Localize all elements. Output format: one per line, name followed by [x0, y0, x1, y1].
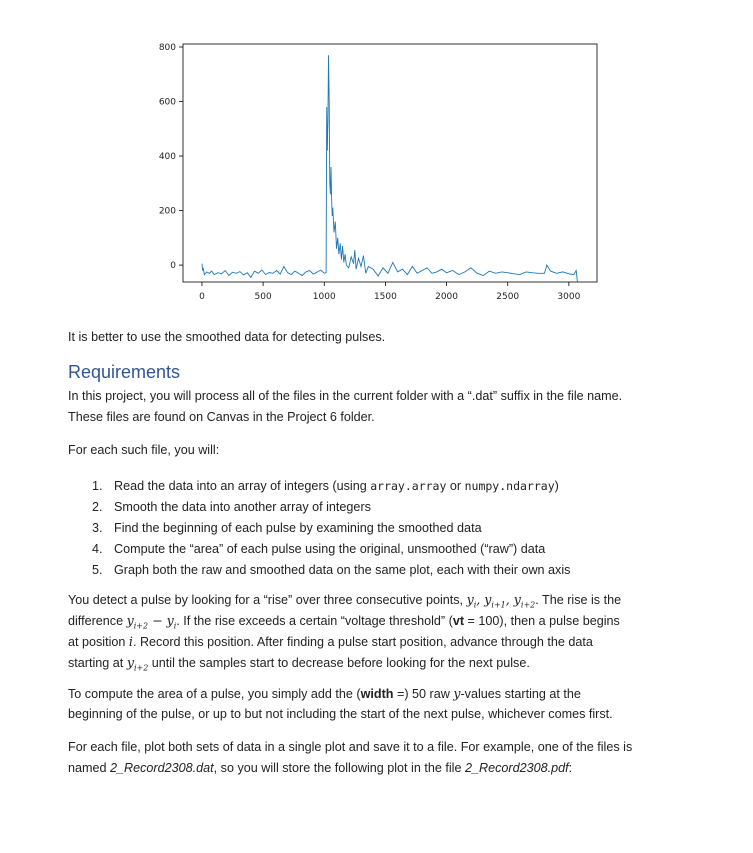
- list-number: 5.: [92, 563, 103, 577]
- list-item: [92, 479, 559, 493]
- text: . The rise is the: [535, 593, 622, 607]
- list-text: Smooth the data into another array of integers: [114, 500, 371, 514]
- math-i: i: [128, 634, 133, 649]
- list-number: 4.: [92, 542, 103, 556]
- plot-frame: [183, 44, 597, 282]
- area-line-2: beginning of the pulse, or up to but not including the start of the next pulse, whichever comes first.: [68, 707, 613, 721]
- text: . Record this position. After finding a pulse start position, advance through the data: [132, 635, 593, 649]
- math-yi: $y_i$, $y_{i+1}$, $y_{i+2}$: [466, 592, 536, 610]
- text: . If the rise exceeds a certain “voltage threshold” (: [176, 614, 453, 628]
- y-tick-label: 800: [158, 42, 176, 53]
- plot-line-2: named 2_Record2308.dat, so you will store the following plot in the file 2_Record2308.pdf:: [68, 761, 573, 775]
- x-tick-label: 0: [199, 292, 205, 302]
- filename-pdf: 2_Record2308.pdf: [464, 761, 569, 775]
- vt-bold: vt: [452, 614, 465, 628]
- list-item: [92, 500, 371, 514]
- text: starting at: [68, 656, 127, 670]
- y-tick-label: 600: [158, 97, 176, 108]
- code-ndarray: numpy.ndarray: [464, 479, 555, 493]
- list-text: Compute the “area” of each pulse using the original, unsmoothed (“raw”) data: [114, 542, 546, 556]
- list-item: [92, 521, 482, 535]
- for-each-text: For each such file, you will:: [68, 443, 220, 457]
- text: at position: [68, 635, 129, 649]
- x-tick-label: 3000: [557, 292, 581, 302]
- math-yi2: $y_{i+2}$: [126, 655, 149, 673]
- x-tick-label: 2000: [435, 292, 459, 302]
- requirements-heading: Requirements: [68, 362, 181, 382]
- width-bold: width: [360, 687, 394, 701]
- list-text: ): [554, 479, 559, 493]
- filename-dat: 2_Record2308.dat: [110, 761, 214, 775]
- area-line-1: To compute the area of a pulse, you simply add the (width =) 50 raw y-values starting at the: [68, 686, 581, 701]
- x-tick-label: 1000: [312, 292, 336, 302]
- plot-line-1: For each file, plot both sets of data in a single plot and save it to a file. For example, one of the files is: [68, 740, 633, 754]
- list-number: 2.: [92, 500, 103, 514]
- y-tick-label: 200: [158, 206, 176, 217]
- detect-line-3: [68, 631, 593, 653]
- list-text: or: [446, 479, 465, 493]
- code-array: array.array: [370, 479, 447, 493]
- x-tick-label: 1500: [373, 292, 397, 302]
- list-number: 3.: [92, 521, 103, 535]
- text: You detect a pulse by looking for a “rise” over three consecutive points,: [68, 593, 467, 607]
- list-item: [92, 542, 545, 556]
- list-number: 1.: [92, 479, 103, 493]
- text: difference: [68, 614, 127, 628]
- x-tick-label: 500: [254, 292, 272, 302]
- text: = 100), then a pulse begins: [464, 614, 620, 628]
- text: until the samples start to decrease before looking for the next pulse.: [148, 656, 530, 670]
- math-diff: $y_{i+2} - y_i$: [126, 613, 177, 631]
- raw-data-line: [202, 55, 577, 281]
- list-text: Read the data into an array of integers (using: [114, 479, 371, 493]
- x-tick-label: 2500: [496, 292, 520, 302]
- req-line-2: These files are found on Canvas in the Project 6 folder.: [68, 410, 375, 424]
- y-tick-label: 0: [170, 261, 176, 272]
- detect-line-4: [68, 652, 530, 679]
- intro-text: It is better to use the smoothed data for detecting pulses.: [68, 330, 386, 344]
- req-line-1: In this project, you will process all of the files in the current folder with a “.dat” suffix in the file name.: [68, 389, 623, 403]
- list-text: Graph both the raw and smoothed data on the same plot, each with their own axis: [114, 563, 571, 577]
- list-item: [92, 563, 570, 577]
- y-tick-label: 400: [158, 152, 176, 163]
- list-text: Find the beginning of each pulse by examining the smoothed data: [114, 521, 482, 535]
- pulse-chart: [0, 0, 753, 320]
